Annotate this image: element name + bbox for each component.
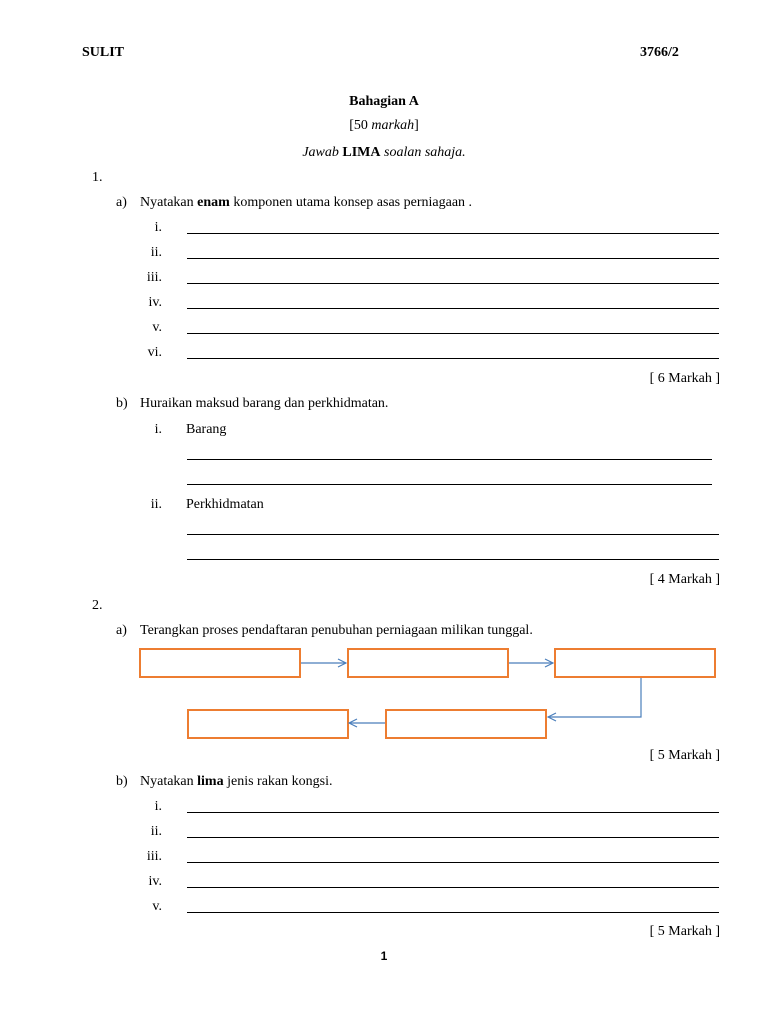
q2b-numeral-2: ii. bbox=[150, 824, 162, 839]
question-1b-text: Huraikan maksud barang dan perkhidmatan. bbox=[140, 396, 389, 411]
question-2b-text: Nyatakan lima jenis rakan kongsi. bbox=[140, 774, 333, 789]
q2b-answer-line-5[interactable] bbox=[187, 912, 719, 913]
q2a-marks: [ 5 Markah ] bbox=[649, 748, 720, 763]
header-paper-code: 3766/2 bbox=[640, 45, 679, 60]
q1b-marks: [ 4 Markah ] bbox=[649, 572, 720, 587]
section-instruction: Jawab LIMA soalan sahaja. bbox=[302, 145, 466, 160]
section-title: Bahagian A bbox=[349, 94, 419, 109]
flow-arrow-3-to-4 bbox=[548, 678, 641, 717]
q2b-answer-line-3[interactable] bbox=[187, 862, 719, 863]
question-2a-text: Terangkan proses pendaftaran penubuhan perniagaan milikan tunggal. bbox=[140, 623, 533, 638]
q1a-numeral-2: ii. bbox=[150, 245, 162, 260]
q1b-numeral-2: ii. bbox=[150, 497, 162, 512]
q1b-label-perkhidmatan: Perkhidmatan bbox=[186, 497, 264, 512]
q1b-label-barang: Barang bbox=[186, 422, 227, 437]
question-2b-letter: b) bbox=[116, 774, 128, 789]
q1a-marks: [ 6 Markah ] bbox=[649, 371, 720, 386]
q1a-numeral-4: iv. bbox=[148, 295, 162, 310]
q1a-numeral-3: iii. bbox=[146, 270, 162, 285]
question-1a-letter: a) bbox=[116, 195, 127, 210]
q1a-numeral-5: v. bbox=[152, 320, 162, 335]
question-2-number: 2. bbox=[92, 598, 103, 613]
page-number: 1 bbox=[380, 949, 388, 963]
question-2a-letter: a) bbox=[116, 623, 127, 638]
q2b-numeral-3: iii. bbox=[146, 849, 162, 864]
q2b-answer-line-1[interactable] bbox=[187, 812, 719, 813]
q2b-answer-line-4[interactable] bbox=[187, 887, 719, 888]
q1a-numeral-6: vi. bbox=[147, 345, 162, 360]
section-marks: [50 markah] bbox=[349, 118, 419, 133]
q2b-numeral-5: v. bbox=[152, 899, 162, 914]
question-1a-text: Nyatakan enam komponen utama konsep asas perniagaan . bbox=[140, 195, 473, 210]
question-1-number: 1. bbox=[92, 170, 103, 185]
q1b-numeral-1: i. bbox=[154, 422, 162, 437]
header-sulit: SULIT bbox=[82, 45, 125, 60]
q2b-numeral-4: iv. bbox=[148, 874, 162, 889]
q2b-answer-line-2[interactable] bbox=[187, 837, 719, 838]
q2b-marks: [ 5 Markah ] bbox=[649, 924, 720, 939]
question-1b-letter: b) bbox=[116, 396, 128, 411]
q2b-numeral-1: i. bbox=[154, 799, 162, 814]
q1a-numeral-1: i. bbox=[154, 220, 162, 235]
